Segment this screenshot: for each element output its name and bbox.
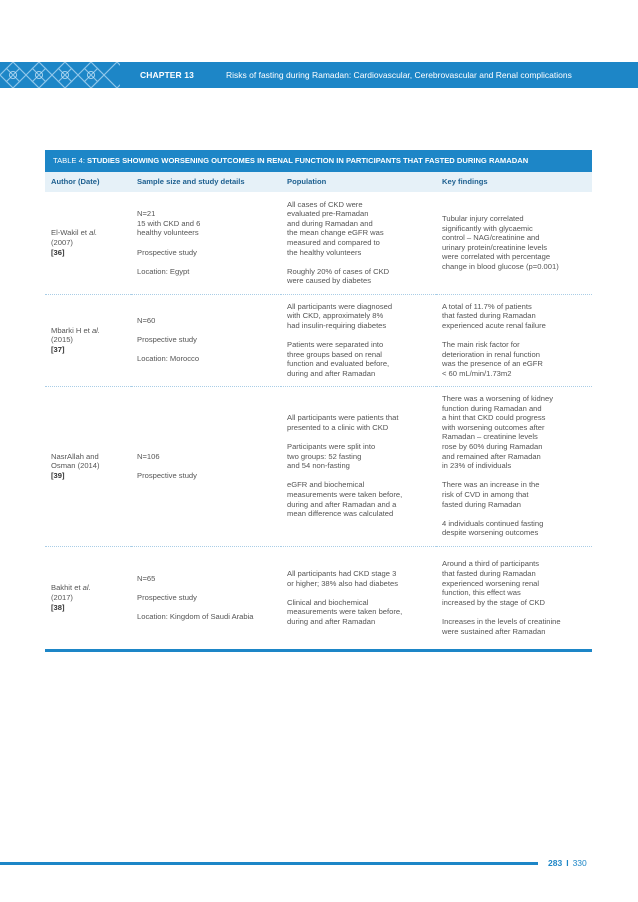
- table-row: [45, 546, 592, 649]
- findings-cell: [436, 386, 592, 546]
- column-header-findings: Key findings: [436, 172, 592, 192]
- chapter-label: CHAPTER 13: [140, 70, 194, 80]
- table-row: [45, 386, 592, 546]
- author-name: NasrAllah and Osman (2014): [51, 451, 100, 471]
- author-date: (2007): [51, 237, 73, 247]
- column-header-population: Population: [281, 172, 436, 192]
- author-etal: al.: [91, 325, 100, 335]
- table-caption-prefix: TABLE 4:: [53, 156, 88, 165]
- findings-text: Tubular injury correlated significantly with glycaemic control – NAG/creatinine and urinary protein/creatinine levels were correlated with percentage change in blood glucose (p=0.001): [442, 213, 559, 271]
- author-cell: [45, 546, 131, 649]
- reference-link: [38]: [51, 602, 65, 612]
- sample-text: N=21 15 with CKD and 6 healthy volunteers: [137, 209, 201, 238]
- author-name: El-Wakil et: [51, 228, 90, 238]
- page-separator: I: [566, 858, 569, 868]
- findings-text: 4 individuals continued fasting despite worsening outcomes: [442, 518, 544, 538]
- findings-cell: [436, 192, 592, 294]
- sample-text: Prospective study: [137, 335, 197, 345]
- reference-link: [37]: [51, 344, 65, 354]
- sample-text: Location: Morocco: [137, 354, 200, 364]
- sample-text: N=106: [137, 451, 160, 461]
- population-text: Roughly 20% of cases of CKD were caused by diabetes: [287, 266, 390, 286]
- population-text: Patients were separated into three groups based on renal function and evaluated before, during and after Ramadan: [287, 340, 390, 378]
- population-text: All participants were diagnosed with CKD, approximately 8% had insulin-requiring diabetes: [287, 301, 393, 330]
- page-number: [548, 856, 587, 870]
- author-cell: [45, 192, 131, 294]
- population-text: eGFR and biochemical measurements were taken before, during and after Ramadan and a mean difference was calculated: [287, 480, 403, 519]
- author-etal: al.: [89, 228, 98, 238]
- sample-text: N=60: [137, 316, 156, 326]
- population-cell: [281, 192, 436, 294]
- population-cell: [281, 386, 436, 546]
- population-text: All participants were patients that presented to a clinic with CKD: [287, 413, 399, 432]
- author-cell: [45, 386, 131, 546]
- author-etal: al.: [82, 583, 91, 593]
- geometric-pattern-icon: [0, 62, 120, 88]
- page-total: 330: [572, 858, 587, 868]
- population-text: Clinical and biochemical measurements were taken before, during and after Ramadan: [287, 597, 403, 626]
- author-name: Bakhit et: [51, 583, 83, 593]
- table-row: [45, 192, 592, 294]
- reference-link: [39]: [51, 470, 65, 480]
- findings-text: Around a third of participants that fasted during Ramadan experienced worsening renal function, this effect was increased by the stage of CKD: [442, 559, 545, 607]
- sample-text: Location: Kingdom of Saudi Arabia: [137, 612, 254, 622]
- population-cell: [281, 294, 436, 386]
- findings-text: There was a worsening of kidney function during Ramadan and a hint that CKD could progress with worsening outcomes after Ramadan – creatinine levels rose by 60% during Ramadan and remained after Ramadan in 23% of individuals: [442, 394, 554, 471]
- studies-table: [45, 172, 592, 649]
- table-caption: [45, 150, 592, 172]
- findings-text: Increases in the levels of creatinine were sustained after Ramadan: [442, 616, 561, 636]
- studies-table-block: [45, 150, 592, 652]
- sample-text: N=65: [137, 573, 156, 583]
- table-bottom-rule: [45, 649, 592, 652]
- sample-cell: [131, 546, 281, 649]
- population-cell: [281, 546, 436, 649]
- findings-text: A total of 11.7% of patients that fasted during Ramadan experienced acute renal failure: [442, 301, 546, 330]
- findings-text: The main risk factor for deterioration in renal function was the presence of an eGFR < 60 mL/min/1.73m2: [442, 340, 543, 378]
- findings-cell: [436, 546, 592, 649]
- table-body: [45, 192, 592, 649]
- author-name: Mbarki H et: [51, 325, 92, 335]
- page-current: 283: [548, 858, 563, 868]
- population-text: Participants were split into two groups: 52 fasting and 54 non-fasting: [287, 442, 376, 471]
- sample-text: Prospective study: [137, 470, 197, 480]
- footer-rule: [0, 862, 538, 865]
- table-header-row: [45, 172, 592, 192]
- sample-cell: [131, 192, 281, 294]
- column-header-sample: Sample size and study details: [131, 172, 281, 192]
- author-cell: [45, 294, 131, 386]
- chapter-header-band: [0, 62, 638, 88]
- population-text: All participants had CKD stage 3 or higher; 38% also had diabetes: [287, 568, 399, 588]
- sample-text: Location: Egypt: [137, 266, 190, 276]
- sample-text: Prospective study: [137, 247, 197, 257]
- author-date: (2017): [51, 592, 73, 602]
- population-text: All cases of CKD were evaluated pre-Ramadan and during Ramadan and the mean change eGFR was measured and compared to the healthy volunteers: [287, 199, 384, 257]
- sample-cell: [131, 386, 281, 546]
- table-caption-title: STUDIES SHOWING WORSENING OUTCOMES IN RENAL FUNCTION IN PARTICIPANTS THAT FASTED DURING RAMADAN: [87, 156, 529, 165]
- findings-cell: [436, 294, 592, 386]
- author-date: (2015): [51, 335, 73, 345]
- table-row: [45, 294, 592, 386]
- sample-cell: [131, 294, 281, 386]
- chapter-title: Risks of fasting during Ramadan: Cardiovascular, Cerebrovascular and Renal complications: [226, 70, 572, 80]
- sample-text: Prospective study: [137, 592, 197, 602]
- reference-link: [36]: [51, 247, 65, 257]
- findings-text: There was an increase in the risk of CVD in among that fasted during Ramadan: [442, 480, 540, 509]
- column-header-author: Author (Date): [45, 172, 131, 192]
